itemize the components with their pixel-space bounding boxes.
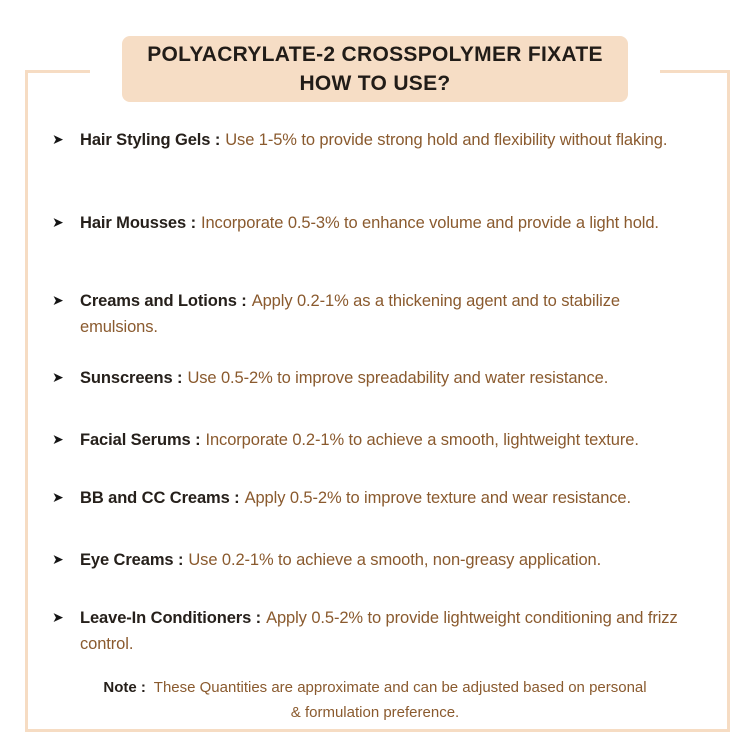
arrow-bullet-icon: ➤ — [52, 370, 64, 386]
arrow-bullet-icon: ➤ — [52, 610, 64, 626]
note-text: These Quantities are approximate and can be adjusted based on personal & formulation preference. — [153, 679, 647, 721]
item-label: Hair Styling Gels : — [80, 131, 221, 149]
arrow-bullet-icon: ➤ — [52, 552, 64, 568]
note-label: Note : — [103, 679, 146, 696]
item-description: Apply 0.5-2% to provide lightweight conditioning and frizz control. — [80, 609, 678, 653]
item-label: Facial Serums : — [80, 431, 201, 449]
item-label: Leave-In Conditioners : — [80, 609, 262, 627]
list-item-creams-and-lotions — [52, 288, 700, 340]
item-description: Incorporate 0.5-3% to enhance volume and provide a light hold. — [200, 214, 659, 232]
item-description: Apply 0.2-1% as a thickening agent and to stabilize emulsions. — [80, 292, 620, 336]
item-description: Use 1-5% to provide strong hold and flexibility without flaking. — [225, 131, 668, 149]
item-label: Hair Mousses : — [80, 214, 196, 232]
list-item-facial-serums — [52, 427, 700, 453]
arrow-bullet-icon: ➤ — [52, 432, 64, 448]
item-description: Apply 0.5-2% to improve texture and wear resistance. — [244, 489, 631, 507]
arrow-bullet-icon: ➤ — [52, 293, 64, 309]
list-item-hair-mousses — [52, 210, 700, 236]
note — [0, 675, 750, 725]
arrow-bullet-icon: ➤ — [52, 490, 64, 506]
item-label: Sunscreens : — [80, 369, 183, 387]
arrow-bullet-icon: ➤ — [52, 132, 64, 148]
header — [90, 36, 660, 102]
item-label: BB and CC Creams : — [80, 489, 240, 507]
item-description: Use 0.2-1% to achieve a smooth, non-greasy application. — [188, 551, 602, 569]
page-title-line-1: POLYACRYLATE-2 CROSSPOLYMER FIXATE — [147, 43, 603, 66]
arrow-bullet-icon: ➤ — [52, 215, 64, 231]
list-item-leave-in-conditioners — [52, 605, 700, 657]
item-description: Use 0.5-2% to improve spreadability and water resistance. — [187, 369, 609, 387]
page-title-line-2: HOW TO USE? — [299, 72, 451, 95]
header-title-box — [122, 36, 628, 102]
list-item-sunscreens — [52, 365, 700, 391]
list-item-hair-styling-gels — [52, 127, 700, 153]
list-item-eye-creams — [52, 547, 700, 573]
list-item-bb-and-cc-creams — [52, 485, 700, 511]
item-description: Incorporate 0.2-1% to achieve a smooth, lightweight texture. — [205, 431, 639, 449]
item-label: Eye Creams : — [80, 551, 184, 569]
item-label: Creams and Lotions : — [80, 292, 247, 310]
